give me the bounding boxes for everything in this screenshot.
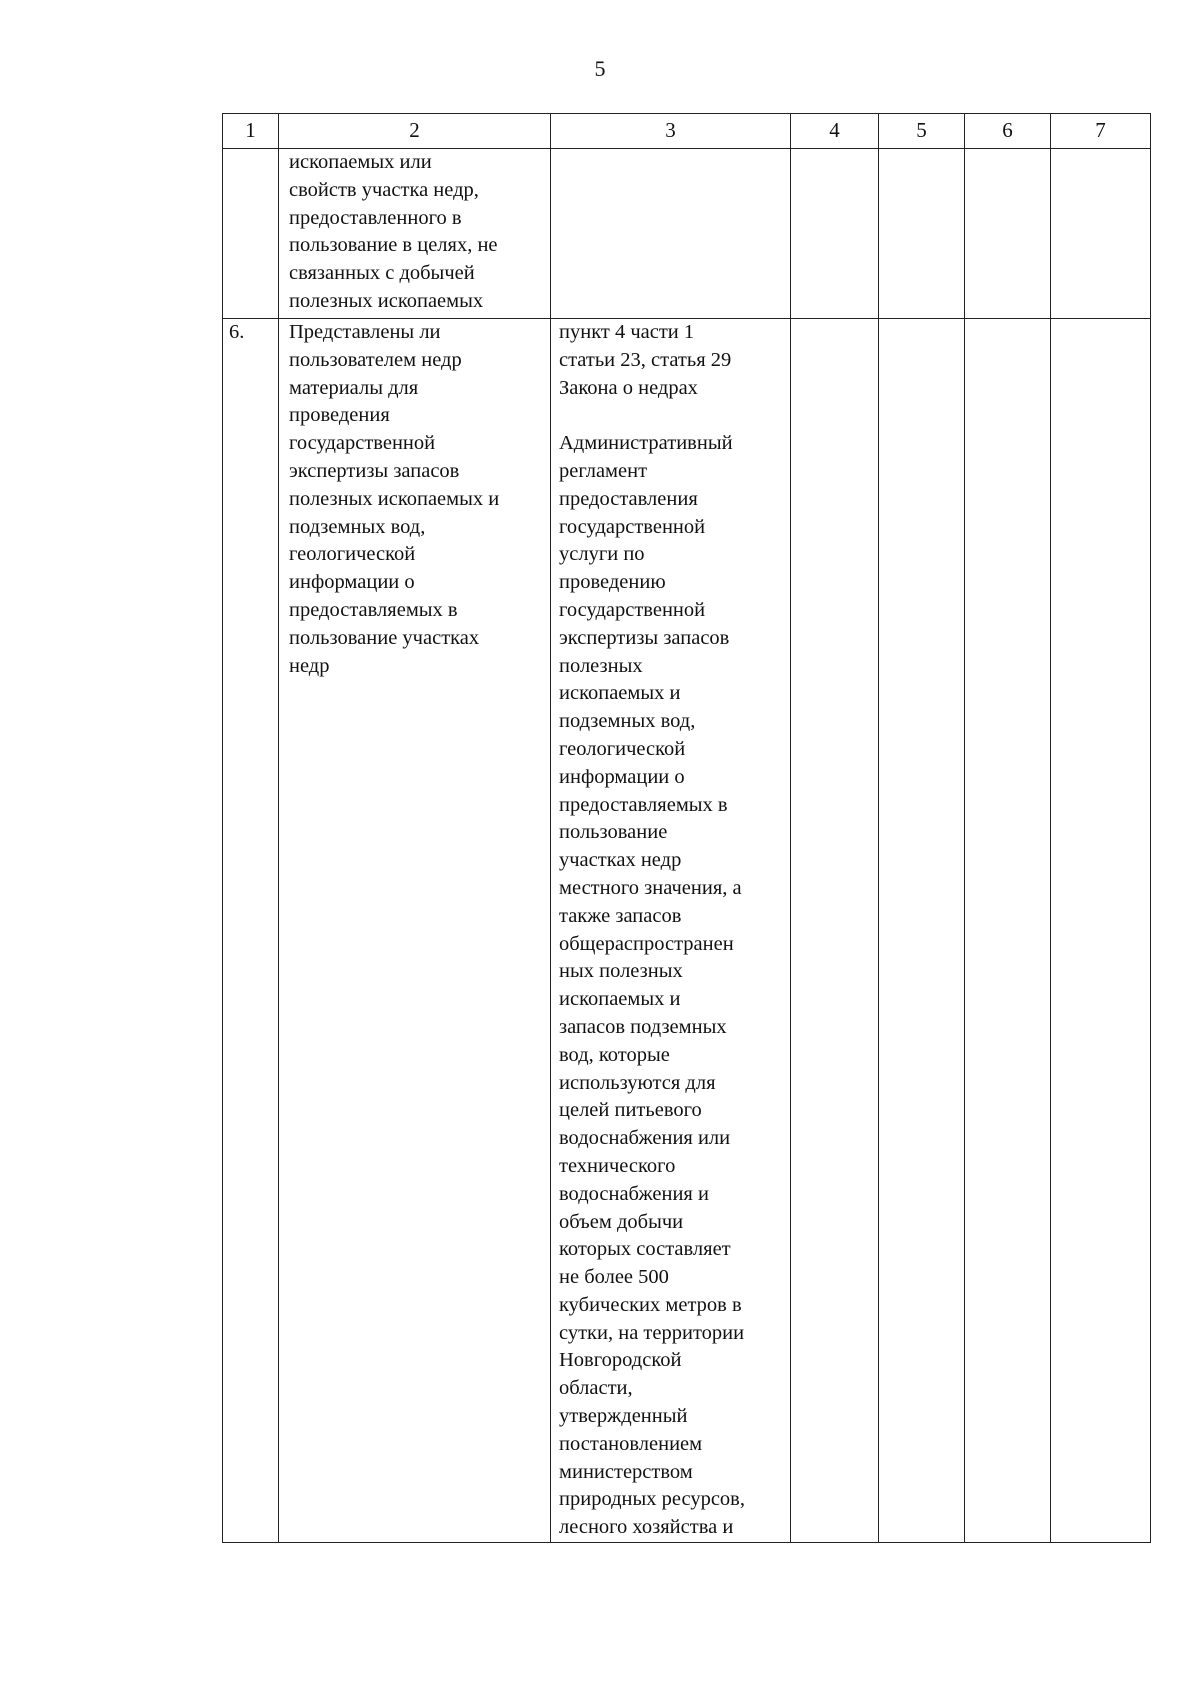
empty-cell-6	[965, 149, 1051, 319]
empty-cell-4	[791, 149, 879, 319]
page-number: 5	[594, 56, 606, 81]
row-number-cell: 6.	[223, 319, 279, 1543]
header-cell-7: 7	[1051, 114, 1151, 149]
empty-cell-6	[965, 319, 1051, 1543]
header-cell-6: 6	[965, 114, 1051, 149]
row-number-cell	[223, 149, 279, 319]
reference-cell: пункт 4 части 1 статьи 23, статья 29 Закона о недрах Административный регламент предоставления государственной услуги по проведению государственной экспертизы запасов полезных ископаемых и подземных вод, геологической информации о предоставляемых в пользование участках недр местного значения, а также запасов общераспространен ных полезных ископаемых и запасов подземных вод, которые используются для целей питьевого водоснабжения или технического водоснабжения и объем добычи которых составляет не более 500 кубических метров в сутки, на территории Новгородской области, утвержденный постановлением министерством природных ресурсов, лесного хозяйства и	[551, 319, 791, 1543]
empty-cell-5	[879, 319, 965, 1543]
inspection-table	[222, 113, 1151, 1543]
question-cell: Представлены ли пользователем недр материалы для проведения государственной экспертизы запасов полезных ископаемых и подземных вод, геологической информации о предоставляемых в пользование участках недр	[279, 319, 551, 1543]
reference-cell	[551, 149, 791, 319]
empty-cell-7	[1051, 319, 1151, 1543]
header-cell-3: 3	[551, 114, 791, 149]
empty-cell-4	[791, 319, 879, 1543]
empty-cell-5	[879, 149, 965, 319]
header-cell-4: 4	[791, 114, 879, 149]
empty-cell-7	[1051, 149, 1151, 319]
table-row	[223, 149, 1151, 319]
table-header-row	[223, 114, 1151, 149]
header-cell-1: 1	[223, 114, 279, 149]
question-cell: ископаемых или свойств участка недр, предоставленного в пользование в целях, не связанных с добычей полезных ископаемых	[279, 149, 551, 319]
table-row	[223, 319, 1151, 1543]
header-cell-5: 5	[879, 114, 965, 149]
header-cell-2: 2	[279, 114, 551, 149]
